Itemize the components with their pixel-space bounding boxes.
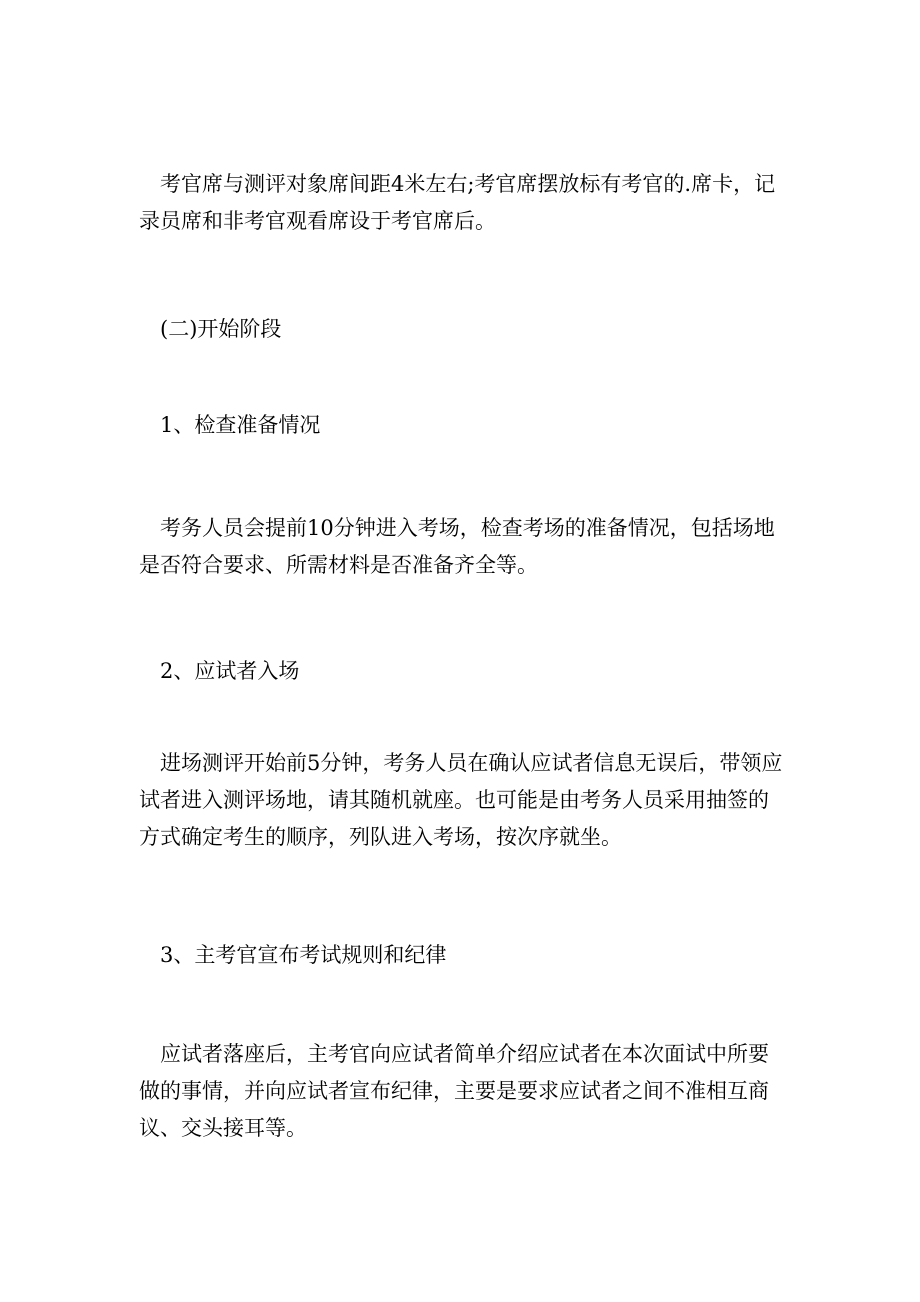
paragraph-candidate-entry: 进场测评开始前5分钟，考务人员在确认应试者信息无误后，带领应试者进入测评场地，请其随机就座。也可能是由考务人员采用抽签的方式确定考生的顺序，列队进入考场，按次序就坐。 [139,751,783,849]
section-heading-start-stage: (二)开始阶段 [160,317,282,341]
paragraph-announce-rules: 应试者落座后，主考官向应试者简单介绍应试者在本次面试中所要做的事情，并向应试者宣布纪律，主要是要求应试者之间不准相互商议、交头接耳等。 [139,1042,769,1140]
subheading-candidate-entry: 2、应试者入场 [160,659,300,683]
paragraph-seating-layout: 考官席与测评对象席间距4米左右;考官席摆放标有考官的.席卡，记录员席和非考官观看席设于考官席后。 [139,172,776,233]
subheading-announce-rules: 3、主考官宣布考试规则和纪律 [160,943,447,967]
paragraph-check-preparation: 考务人员会提前10分钟进入考场，检查考场的准备情况，包括场地是否符合要求、所需材料是否准备齐全等。 [139,516,775,577]
subheading-check-preparation: 1、检查准备情况 [160,413,321,437]
